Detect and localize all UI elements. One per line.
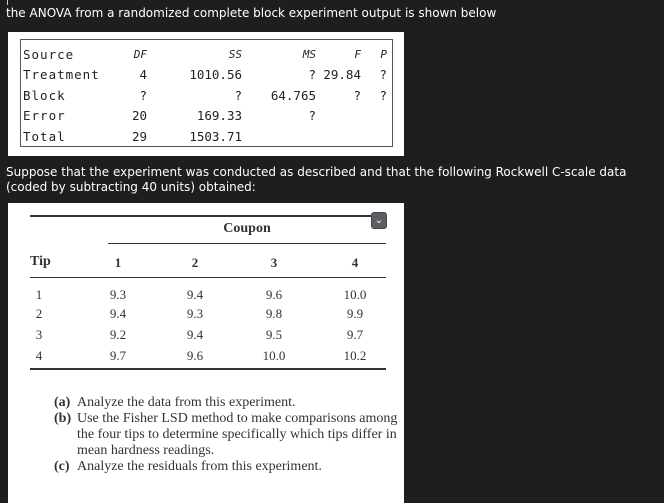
data-table-image xyxy=(8,203,404,503)
data-cell: 10.0 xyxy=(262,348,286,363)
f-cell: ? xyxy=(353,87,361,103)
header-df: DF xyxy=(133,47,147,61)
coupon-header-2: 2 xyxy=(191,255,199,270)
table-bottom-rule xyxy=(30,368,386,370)
source-cell: Error xyxy=(23,108,66,124)
data-cell: 9.7 xyxy=(109,348,127,363)
header-ms: MS xyxy=(302,47,316,61)
tip-header: Tip xyxy=(30,254,51,269)
question-text: Use the Fisher LSD method to make comparisons among the four tips to determine specifically which tips differ in mean hardness readings. xyxy=(77,411,398,458)
question-text: Analyze the residuals from this experiment. xyxy=(77,459,322,474)
question-b xyxy=(54,411,400,459)
data-cell: 9.6 xyxy=(186,348,204,363)
anova-row-block xyxy=(21,85,387,106)
f-cell: 29.84 xyxy=(323,67,361,83)
header-source: Source xyxy=(23,46,75,62)
source-cell: Total xyxy=(23,128,66,144)
coupon-rule xyxy=(108,243,386,244)
chevron-down-icon[interactable]: ⌄ xyxy=(371,212,387,229)
question-label: (b) xyxy=(54,411,72,426)
ss-cell: 1503.71 xyxy=(189,128,242,144)
ms-cell: ? xyxy=(308,108,316,124)
p-cell: ? xyxy=(379,67,387,83)
p-cell xyxy=(361,106,387,127)
tip-label: 1 xyxy=(35,287,43,302)
data-cell: 9.6 xyxy=(265,287,283,302)
df-cell: 29 xyxy=(131,128,147,144)
ss-cell: 169.33 xyxy=(196,108,242,124)
ms-cell: 64.765 xyxy=(270,87,316,103)
anova-row-treatment xyxy=(21,65,387,86)
intro-text: the ANOVA from a randomized complete block experiment output is shown below xyxy=(6,6,497,20)
coupon-header-3: 3 xyxy=(270,255,278,270)
questions-list xyxy=(54,395,400,475)
header-rule xyxy=(30,277,386,278)
ss-cell: 1010.56 xyxy=(189,67,242,83)
data-cell: 9.7 xyxy=(346,327,364,342)
anova-table-box xyxy=(20,39,393,147)
question-label: (a) xyxy=(54,395,71,410)
tip-label: 2 xyxy=(35,306,43,321)
problem-description: Suppose that the experiment was conducted as described and that the following Rockwell C-scale data (coded by subtracting 40 units) obtained: xyxy=(6,165,627,194)
data-cell: 9.4 xyxy=(186,287,204,302)
data-cell: 9.8 xyxy=(265,306,283,321)
header-ss: SS xyxy=(228,47,242,61)
text-cursor xyxy=(7,0,8,5)
df-cell: 4 xyxy=(139,67,147,83)
f-cell xyxy=(316,106,361,127)
data-cell: 10.2 xyxy=(343,348,367,363)
coupon-header-1: 1 xyxy=(114,255,122,270)
table-top-rule xyxy=(30,215,386,217)
ss-cell: ? xyxy=(234,87,242,103)
question-text: Analyze the data from this experiment. xyxy=(77,395,296,410)
data-cell: 9.2 xyxy=(109,327,127,342)
coupon-header-4: 4 xyxy=(351,255,359,270)
anova-table xyxy=(21,44,387,147)
data-cell: 9.4 xyxy=(109,306,127,321)
tip-label: 4 xyxy=(35,348,43,363)
ms-cell: ? xyxy=(308,67,316,83)
data-cell: 9.3 xyxy=(186,306,204,321)
data-cell: 9.3 xyxy=(109,287,127,302)
anova-row-error xyxy=(21,106,387,127)
coupon-title: Coupon xyxy=(223,221,271,236)
source-cell: Treatment xyxy=(23,67,100,83)
tip-label: 3 xyxy=(35,327,43,342)
anova-row-total xyxy=(21,126,387,147)
anova-header-row xyxy=(21,44,387,65)
question-c xyxy=(54,459,400,475)
question-a xyxy=(54,395,400,411)
p-cell: ? xyxy=(379,87,387,103)
data-cell: 9.4 xyxy=(186,327,204,342)
data-cell: 9.9 xyxy=(346,306,364,321)
df-cell: ? xyxy=(139,87,147,103)
header-f: F xyxy=(354,47,361,61)
ms-cell xyxy=(242,126,316,147)
p-cell xyxy=(361,126,387,147)
f-cell xyxy=(316,126,361,147)
data-cell: 9.5 xyxy=(265,327,283,342)
data-cell: 10.0 xyxy=(343,287,367,302)
anova-image xyxy=(8,32,404,156)
source-cell: Block xyxy=(23,87,66,103)
question-label: (c) xyxy=(54,459,70,474)
df-cell: 20 xyxy=(131,108,147,124)
header-p: P xyxy=(380,47,387,61)
